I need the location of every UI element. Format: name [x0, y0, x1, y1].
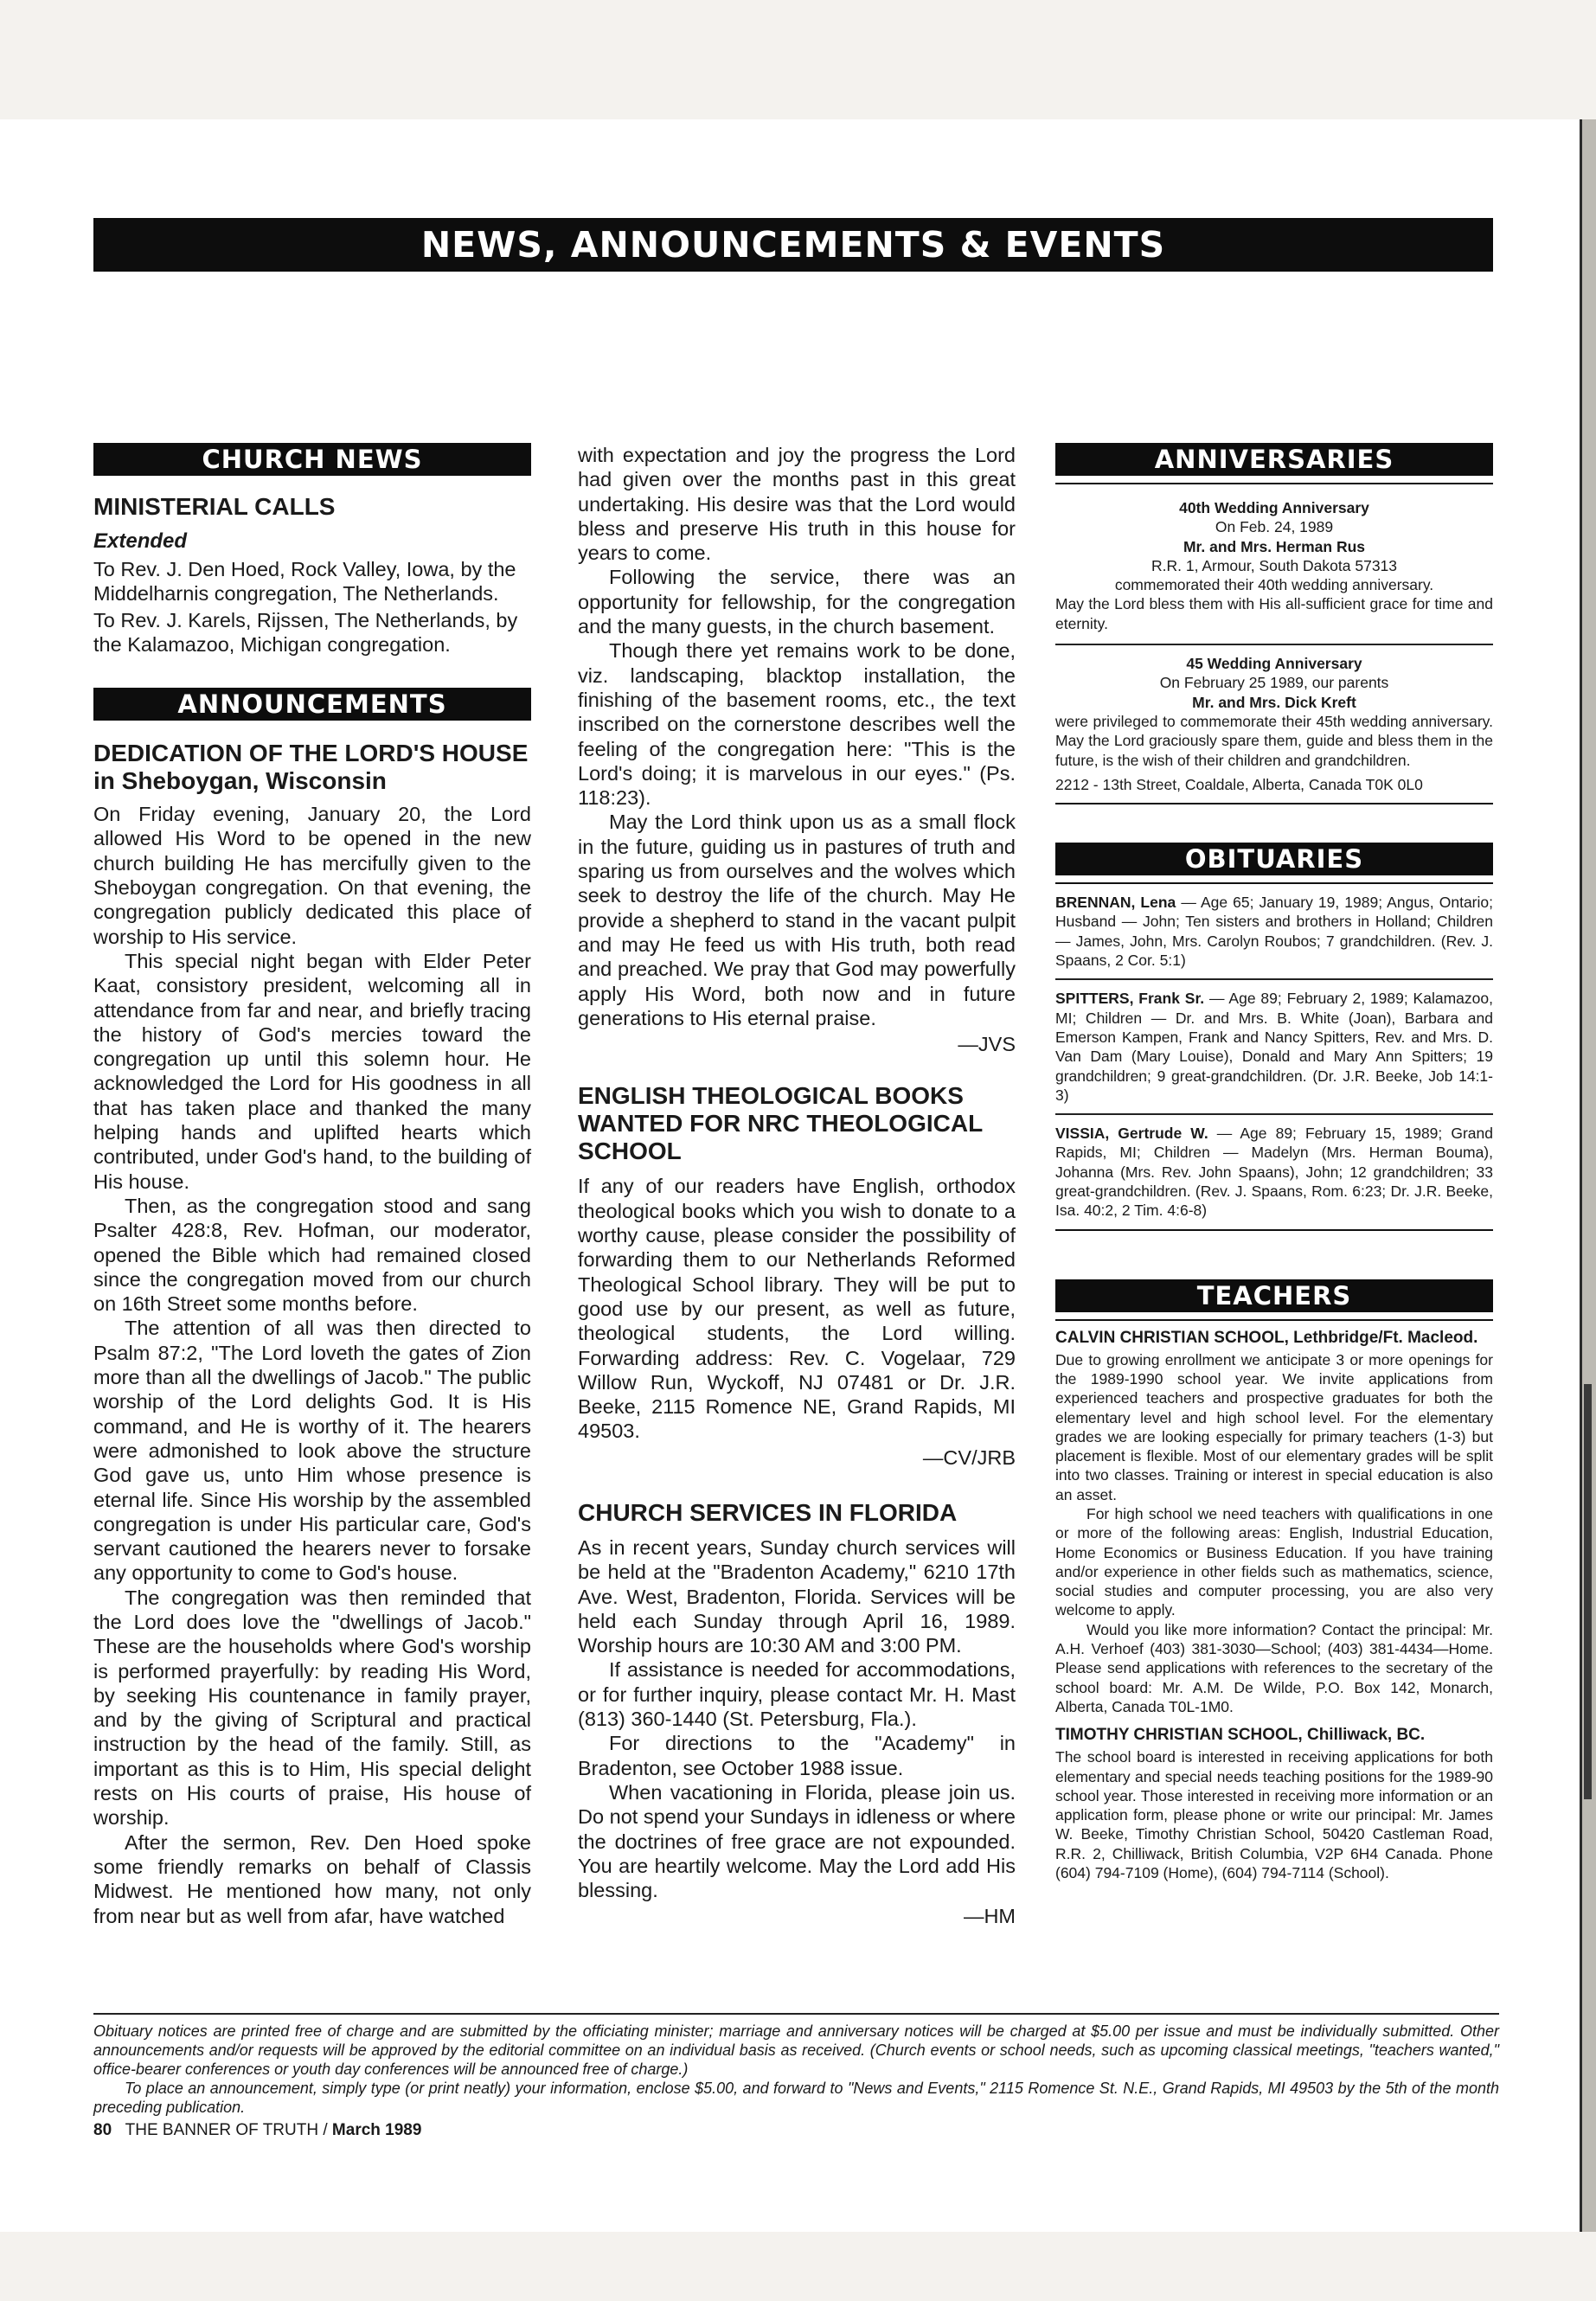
obituary-3-name: VISSIA, Gertrude W.	[1055, 1125, 1208, 1143]
divider	[1055, 644, 1493, 645]
page-number: 80	[93, 2121, 112, 2139]
anniversary-1	[1055, 498, 1493, 633]
anniversary-1-title: 40th Wedding Anniversary	[1179, 499, 1369, 516]
anniversary-1-line: commemorated their 40th wedding anniversary.	[1114, 576, 1434, 594]
florida-p1: As in recent years, Sunday church services will be held at the "Bradenton Academy," 6210 17th Ave. West, Bradenton, Florida. Services will be held each Sunday through April 16, 1989. Worship hours are 10:30 AM and 3:00 PM.	[578, 1535, 1016, 1657]
dedication-p2: This special night began with Elder Peter Kaat, consistory president, welcoming all in attendance from far and near, and briefly tracing the history of God's mercies toward the congregation up until this solemn hour. He acknowledged the Lord for His goodness in all that has taken place and thanked the many helping hands and uplifted hearts which contributed, under God's hand, to the building of His house.	[93, 949, 531, 1193]
obituary-2-name: SPITTERS, Frank Sr.	[1055, 990, 1205, 1008]
anniversary-2-title: 45 Wedding Anniversary	[1186, 655, 1362, 673]
books-heading: ENGLISH THEOLOGICAL BOOKS WANTED FOR NRC THEOLOGICAL SCHOOL	[578, 1082, 983, 1165]
dedication-p3: Then, as the congregation stood and sang Psalter 428:8, Rev. Hofman, our moderator, opened the Bible which had remained closed since the congregation moved from our church on 16th Street some months before.	[93, 1194, 531, 1316]
school-1-name: CALVIN CHRISTIAN SCHOOL, Lethbridge/Ft. Macleod.	[1055, 1328, 1478, 1347]
dedication-heading-line2: in Sheboygan, Wisconsin	[93, 767, 387, 795]
florida-signature: —HM	[963, 1905, 1016, 1928]
divider	[1055, 1113, 1493, 1115]
school-1-p2: For high school we need teachers with qualifications in one or more of the following areas: English, Industrial Education, Home Economics or Business Education. If you have training and/or experience in other fields such as mathematics, science, social studies and computer processing, you are also very welcome to apply.	[1055, 1504, 1493, 1619]
dedication-p6: After the sermon, Rev. Den Hoed spoke some friendly remarks on behalf of Classis Midwest. He mentioned how many, not only from near but as well from afar, have watched	[93, 1830, 531, 1927]
florida-p2: If assistance is needed for accommodations, or for further inquiry, please contact Mr. H. Mast (813) 360-1440 (St. Petersburg, Fla.).	[578, 1658, 1016, 1731]
divider	[1055, 483, 1493, 484]
obituaries-bar: OBITUARIES	[1055, 843, 1493, 875]
page-edge	[1581, 119, 1596, 2232]
call-1: To Rev. J. Den Hoed, Rock Valley, Iowa, by the Middelharnis congregation, The Netherlands.	[93, 558, 516, 606]
footer-p2: To place an announcement, simply type (or print neatly) your information, enclose $5.00, and forward to "News and Events," 2115 Romence St. N.E., Grand Rapids, MI 49503 by the 5th of the month preceding publication.	[93, 2080, 1499, 2116]
issue-date: March 1989	[331, 2121, 422, 2139]
footer-p1: Obituary notices are printed free of charge and are submitted by the officiating minister; marriage and anniversary notices will be charged at $5.00 per issue and must be individually submitted. Other announcements and/or requests will be approved by the editorial committee on an individual basis as received. (Church events or school needs, such as upcoming classical meetings, "teachers wanted," office-bearer conferences or youth day conferences will be announced free of charge.)	[93, 2022, 1499, 2078]
obituary-1-name: BRENNAN, Lena	[1055, 894, 1176, 912]
florida-heading: CHURCH SERVICES IN FLORIDA	[578, 1498, 958, 1526]
anniversary-2-body: were privileged to commemorate their 45th wedding anniversary. May the Lord graciously spare them, guide and bless them in the future, is the wish of their children and grandchildren.	[1055, 712, 1493, 769]
divider	[1055, 1229, 1493, 1231]
obituary-1-text: — Age 65; January 19, 1989; Angus, Ontario; Husband — John; Ten sisters and brothers in Holland; Children — James, John, Mrs. Carolyn Roubos; 7 grandchildren. (Rev. J. Spaans, 2 Cor. 5:1)	[1055, 894, 1493, 970]
dedication-p8: Following the service, there was an opportunity for fellowship, for the congregation and the many guests, in the church basement.	[578, 566, 1016, 638]
dedication-p10: May the Lord think upon us as a small flock in the future, guiding us in pastures of truth and sparing us from ourselves and the wolves which seek to destroy the life of the church. May He provide a shepherd to stand in the vacant pulpit and may He feed us with His truth, both read and preached. We pray that God may powerfully apply His Word, both now and in future generations to His eternal praise.	[578, 811, 1016, 1029]
dedication-heading-line1: DEDICATION OF THE LORD'S HOUSE	[93, 740, 529, 767]
anniversary-2	[1055, 654, 1493, 794]
school-2-name: TIMOTHY CHRISTIAN SCHOOL, Chilliwack, BC.	[1055, 1726, 1426, 1745]
divider	[1055, 978, 1493, 980]
school-2-p1: The school board is interested in receiving applications for both elementary and special needs teaching positions for the 1989-90 school year. Those interested in receiving more information or an application form, please phone or write our principal: Mr. James W. Beeke, Timothy Christian School, 50420 Castleman Road, R.R. 2, Chilliwack, British Columbia, V2P 6H4 Canada. Phone (604) 794-7109 (Home), (604) 794-7114 (School).	[1055, 1748, 1493, 1882]
anniversary-1-names: Mr. and Mrs. Herman Rus	[1183, 537, 1366, 555]
obituary-2	[1055, 989, 1493, 1105]
school-1-p1: Due to growing enrollment we anticipate 3 or more openings for the 1989-1990 school year. We invite applications from experienced teachers and prospective graduates for both the elementary level and high school level. For the elementary grades we are looking especially for primary teachers (1-3) but placement is flexible. Most of our elementary grades will be split into two classes. Training or interest in special education is also an asset.	[1055, 1350, 1493, 1503]
extended-subheading: Extended	[93, 529, 188, 553]
dedication-heading	[93, 740, 531, 795]
obituary-3-text: — Age 89; February 15, 1989; Grand Rapids, MI; Children — Madelyn (Mrs. Herman Bouma), Johanna (Mrs. Rev. John Spaans), John; 12 grandchildren; 33 great-grandchildren. (Rev. J. Spaans, Rom. 6:23; Dr. J.R. Beeke, Isa. 40:2, 2 Tim. 4:6-8)	[1055, 1125, 1493, 1220]
page-edge-line	[1580, 119, 1582, 2232]
books-signature: —CV/JRB	[922, 1445, 1016, 1469]
books-p1: If any of our readers have English, orthodox theological books which you wish to donate to a worthy cause, please consider the possibility of forwarding them to our Netherlands Reformed Theological School library. They will be put to good use by our present, as well as future, theological students, the Lord willing. Forwarding address: Rev. C. Vogelaar, 729 Willow Run, Wyckoff, NJ 07481 or Dr. J.R. Beeke, 2115 Romence NE, Grand Rapids, MI 49503.	[578, 1175, 1016, 1443]
dedication-p4: The attention of all was then directed to Psalm 87:2, "The Lord loveth the gates of Zion more than all the dwellings of Jacob." The public worship of the Lord delights God. It is His command, and He is worthy of it. The hearers were admonished to look above the structure God gave us, unto Him whose presence is eternal life. Since His worship by the assembled congregation is under His particular care, God's servant cautioned the hearers never to forsake any opportunity to come to God's house.	[93, 1317, 531, 1585]
column-left	[93, 443, 531, 1928]
anniversary-2-address: 2212 - 13th Street, Coaldale, Alberta, Canada T0K 0L0	[1055, 775, 1423, 793]
call-2: To Rev. J. Karels, Rijssen, The Netherlands, by the Kalamazoo, Michigan congregation.	[93, 608, 518, 656]
anniversaries-bar: ANNIVERSARIES	[1055, 443, 1493, 476]
florida-p3: For directions to the "Academy" in Bradenton, see October 1988 issue.	[578, 1732, 1016, 1779]
florida-p4: When vacationing in Florida, please join us. Do not spend your Sundays in idleness or where the doctrines of free grace are not expounded. You are heartily welcome. May the Lord add His blessing.	[578, 1780, 1016, 1902]
anniversary-1-address: R.R. 1, Armour, South Dakota 57313	[1151, 556, 1398, 574]
church-news-bar: CHURCH NEWS	[93, 443, 531, 476]
publication-name: THE BANNER OF TRUTH /	[125, 2121, 332, 2139]
obituary-3	[1055, 1124, 1493, 1220]
section-banner: NEWS, ANNOUNCEMENTS & EVENTS	[93, 218, 1493, 272]
school-1-p3: Would you like more information? Contact the principal: Mr. A.H. Verhoef (403) 381-3030—School; (403) 381-4434—Home. Please send applications with references to the secretary of the school board: Mr. A.M. De Wilde, P.O. Box 142, Monarch, Alberta, Canada T0L-1M0.	[1055, 1620, 1493, 1715]
column-right	[1055, 443, 1493, 1882]
ministerial-calls-heading: MINISTERIAL CALLS	[93, 493, 336, 520]
dedication-signature: —JVS	[958, 1033, 1016, 1056]
dedication-p5: The congregation was then reminded that the Lord does love the "dwellings of Jacob." These are the households where God's worship is performed prayerfully: by reading His Word, by seeking His countenance in family prayer, and by the giving of Scriptural and practical instruction by the head of the family. Still, as important as this is to Him, His special delight rests on His courts of praise, His house of worship.	[93, 1586, 531, 1830]
footer-notice	[93, 2013, 1499, 2117]
divider	[1055, 1319, 1493, 1321]
folio	[93, 2121, 421, 2140]
divider	[1055, 803, 1493, 804]
teachers-bar: TEACHERS	[1055, 1279, 1493, 1312]
anniversary-1-blessing: May the Lord bless them with His all-sufficient grace for time and eternity.	[1055, 595, 1493, 632]
anniversary-2-date: On February 25 1989, our parents	[1159, 674, 1389, 692]
page-edge-shadow	[1584, 1384, 1592, 1799]
obituary-1	[1055, 893, 1493, 970]
anniversary-1-date: On Feb. 24, 1989	[1215, 518, 1334, 536]
column-middle	[578, 443, 1016, 1929]
divider	[1055, 882, 1493, 884]
announcements-bar: ANNOUNCEMENTS	[93, 688, 531, 721]
dedication-p7: with expectation and joy the progress the Lord had given over the months past in this great undertaking. His desire was that the Lord would bless and preserve His truth in this house for years to come.	[578, 444, 1016, 565]
obituary-2-text: — Age 89; February 2, 1989; Kalamazoo, MI; Children — Dr. and Mrs. B. White (Joan), Barbara and Emerson Kampen, Frank and Nancy Spitters, Rev. and Mrs. D. Van Dam (Mary Louise), Donald and Mary Ann Spitters; 19 grandchildren; 9 great-grandchildren. (Dr. J.R. Beeke, Job 14:1-3)	[1055, 990, 1493, 1104]
anniversary-2-names: Mr. and Mrs. Dick Kreft	[1192, 693, 1356, 711]
dedication-p9: Though there yet remains work to be done, viz. landscaping, blacktop installation, the finishing of the basement rooms, etc., the text inscribed on the cornerstone describes well the feeling of the congregation here: "This is the Lord's doing; it is marvelous in our eyes." (Ps. 118:23).	[578, 639, 1016, 810]
dedication-p1: On Friday evening, January 20, the Lord allowed His Word to be opened in the new church building He has mercifully given to the Sheboygan congregation. On that evening, the congregation publicly dedicated this place of worship to His service.	[93, 803, 531, 948]
